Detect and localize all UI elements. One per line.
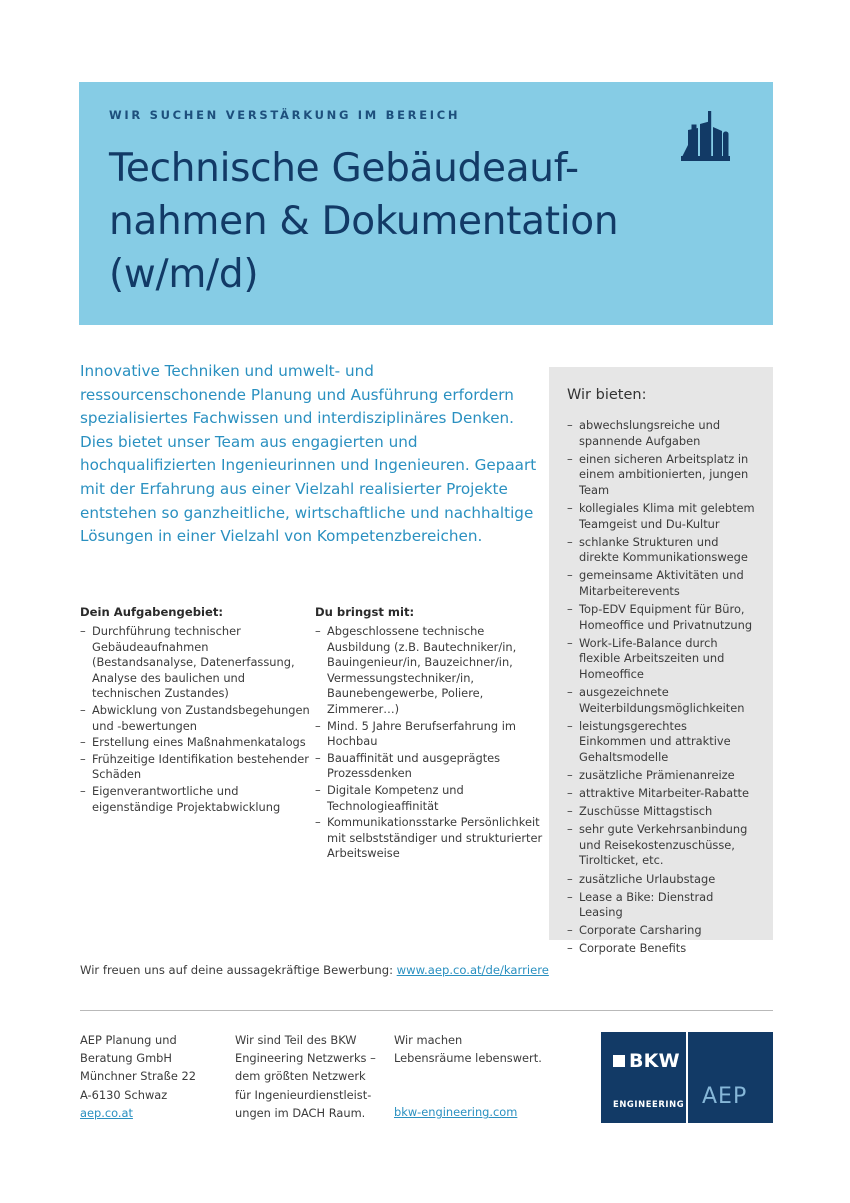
task-item-label: Frühzeitige Identifikation bestehender Schäden [92, 751, 309, 782]
bullet-dash-icon: – [567, 451, 573, 466]
profile-item-label: Abgeschlossene technische Ausbildung (z.B. Bautechniker/in, Bauingenieur/in, Bauzeichner/in, Vermessungstechniker/in, Baunebengewerbe, Poliere, Zimmerer…) [327, 624, 517, 716]
benefit-item [567, 804, 757, 820]
bullet-dash-icon: – [80, 783, 86, 798]
bullet-dash-icon: – [567, 941, 573, 956]
claim-line-1: Wir machen [394, 1033, 463, 1047]
benefit-item-label: ausgezeichnete Weiterbildungsmöglichkeiten [579, 685, 745, 715]
profile-item [315, 719, 547, 750]
benefit-item [567, 822, 757, 869]
bullet-dash-icon: – [80, 751, 86, 766]
benefit-item-label: sehr gute Verkehrsanbindung und Reisekostenzuschüsse, Tirolticket, etc. [579, 822, 748, 868]
profile-item [315, 783, 547, 814]
benefit-item-label: zusätzliche Prämienanreize [579, 767, 735, 782]
benefit-item [567, 923, 757, 939]
bullet-dash-icon: – [80, 735, 86, 750]
profile-heading: Du bringst mit: [315, 605, 415, 619]
bkw-wordmark [613, 1050, 680, 1072]
benefit-item-label: Zuschüsse Mittagstisch [579, 804, 713, 819]
network-line-5: ungen im DACH Raum. [235, 1105, 366, 1120]
tasks-column [80, 605, 312, 816]
bkw-logo-panel [601, 1032, 686, 1123]
task-item [80, 752, 312, 783]
network-line-2: Engineering Netzwerks – [235, 1051, 376, 1066]
benefit-item-label: kollegiales Klima mit gelebtem Teamgeist und Du-Kultur [579, 500, 755, 531]
bullet-dash-icon: – [315, 815, 321, 830]
bullet-dash-icon: – [567, 786, 573, 801]
company-website-link[interactable]: aep.co.at [80, 1105, 133, 1120]
page-title-line-3: (w/m/d) [109, 251, 259, 297]
intro-paragraph: Innovative Techniken und umwelt- und ressourcenschonende Planung und Ausführung erfordern spezialisiertes Fachwissen und interdisziplinäres Denken. Dies bietet unser Team aus engagierten und hochqualifizierten Ingenieurinnen und Ingenieuren. Gepaart mit der Erfahrung aus einer Vielzahl realisierter Projekte entstehen so ganzheitliche, wirtschaftliche und nachhaltige Lösungen in einer Vielzahl von Kompetenzbereichen. [80, 362, 537, 546]
profile-column [315, 605, 547, 863]
benefit-item [567, 568, 757, 599]
page-title-line-1: Technische Gebäudeauf- [109, 145, 579, 191]
task-item-label: Eigenverantwortliche und eigenständige Projektabwicklung [92, 783, 281, 814]
benefit-item-label: attraktive Mitarbeiter-Rabatte [579, 786, 750, 801]
task-item-label: Abwicklung von Zustandsbegehungen und -bewertungen [92, 702, 310, 733]
profile-list [315, 624, 547, 862]
benefit-item [567, 535, 757, 566]
benefit-item-label: Corporate Carsharing [579, 923, 702, 938]
benefit-item [567, 872, 757, 888]
bullet-dash-icon: – [567, 889, 573, 904]
bullet-dash-icon: – [567, 635, 573, 650]
bullet-dash-icon: – [80, 624, 86, 638]
profile-item [315, 815, 547, 862]
bullet-dash-icon: – [80, 702, 86, 717]
bullet-dash-icon: – [567, 534, 573, 549]
bullet-dash-icon: – [315, 718, 321, 733]
footer-company-block [80, 1031, 225, 1122]
claim-spacer-2 [394, 1085, 574, 1103]
footer-network-block [235, 1031, 385, 1122]
profile-item [315, 624, 547, 718]
benefit-item [567, 602, 757, 633]
benefit-item-label: einen sicheren Arbeitsplatz in einem ambitionierten, jungen Team [579, 451, 749, 497]
page-title [109, 142, 743, 301]
bullet-dash-icon: – [567, 718, 573, 733]
benefits-list [567, 418, 757, 957]
task-item [80, 735, 312, 751]
bkw-engineering-text: ENGINEERING [613, 1099, 685, 1109]
header-banner [79, 82, 773, 325]
bkw-square-icon [613, 1055, 625, 1067]
bullet-dash-icon: – [567, 500, 573, 515]
tasks-list [80, 624, 312, 815]
page-title-line-2: nahmen & Dokumentation [109, 198, 619, 244]
profile-item [315, 751, 547, 782]
benefit-item-label: Lease a Bike: Dienstrad Leasing [579, 889, 714, 920]
apply-text: Wir freuen uns auf deine aussagekräftige Bewerbung: [80, 963, 397, 977]
claim-line-2: Lebensräume lebenswert. [394, 1051, 542, 1066]
bullet-dash-icon: – [567, 685, 573, 699]
network-line-4: für Ingenieurdienstleist- [235, 1087, 372, 1102]
task-item [80, 624, 312, 702]
apply-line [80, 963, 549, 977]
benefit-item [567, 418, 757, 449]
benefit-item [567, 636, 757, 683]
careers-link[interactable]: www.aep.co.at/de/karriere [396, 963, 549, 977]
profile-item-label: Kommunikationsstarke Persönlichkeit mit selbstständiger und strukturierter Arbeitsweise [327, 815, 543, 861]
profile-item-label: Mind. 5 Jahre Berufserfahrung im Hochbau [327, 718, 516, 749]
bullet-dash-icon: – [315, 750, 321, 765]
benefit-item [567, 768, 757, 784]
footer-divider [80, 1010, 773, 1011]
bullet-dash-icon: – [315, 782, 321, 797]
bkw-engineering-link[interactable]: bkw-engineering.com [394, 1105, 518, 1120]
network-line-1: Wir sind Teil des BKW [235, 1033, 357, 1047]
benefit-item-label: abwechslungsreiche und spannende Aufgaben [579, 418, 721, 448]
benefit-item-label: zusätzliche Urlaubstage [579, 871, 716, 886]
benefits-heading: Wir bieten: [567, 387, 647, 403]
benefit-item-label: Top-EDV Equipment für Büro, Homeoffice und Privatnutzung [579, 602, 753, 632]
aep-logo-panel [688, 1032, 773, 1123]
company-line-3: Münchner Straße 22 [80, 1069, 196, 1084]
benefit-item [567, 719, 757, 766]
bullet-dash-icon: – [315, 624, 321, 638]
eyebrow-text: WIR SUCHEN VERSTÄRKUNG IM BEREICH [109, 108, 461, 122]
bullet-dash-icon: – [567, 602, 573, 617]
profile-item-label: Bauaffinität und ausgeprägtes Prozessdenken [327, 750, 501, 781]
company-line-4: A-6130 Schwaz [80, 1087, 168, 1102]
bullet-dash-icon: – [567, 923, 573, 938]
benefit-item-label: schlanke Strukturen und direkte Kommunikationswege [579, 534, 748, 565]
benefit-item-label: Work-Life-Balance durch flexible Arbeitszeiten und Homeoffice [579, 635, 725, 681]
benefits-panel [549, 367, 773, 956]
task-item-label: Durchführung technischer Gebäudeaufnahmen (Bestandsanalyse, Datenerfassung, Analyse des baulichen und technischen Zustandes) [92, 624, 295, 701]
footer-claim-block [394, 1031, 574, 1122]
tasks-heading: Dein Aufgabengebiet: [80, 605, 224, 619]
bullet-dash-icon: – [567, 822, 573, 837]
benefit-item [567, 890, 757, 921]
benefit-item [567, 685, 757, 716]
bullet-dash-icon: – [567, 804, 573, 819]
benefit-item-label: leistungsgerechtes Einkommen und attraktive Gehaltsmodelle [579, 718, 731, 764]
benefit-item [567, 452, 757, 499]
task-item [80, 784, 312, 815]
task-item [80, 703, 312, 734]
bullet-dash-icon: – [567, 767, 573, 782]
network-line-3: dem größten Netzwerk [235, 1069, 366, 1084]
benefit-item [567, 786, 757, 802]
company-line-2: Beratung GmbH [80, 1051, 172, 1066]
city-buildings-icon [678, 107, 740, 169]
bullet-dash-icon: – [567, 418, 573, 432]
benefit-item-label: gemeinsame Aktivitäten und Mitarbeiterevents [579, 568, 744, 598]
claim-spacer [394, 1067, 574, 1085]
bullet-dash-icon: – [567, 871, 573, 886]
bkw-text: BKW [629, 1050, 680, 1072]
aep-wordmark: AEP [702, 1084, 748, 1109]
benefit-item [567, 941, 757, 957]
company-line-1: AEP Planung und [80, 1033, 177, 1047]
bkw-aep-logo [601, 1032, 773, 1123]
task-item-label: Erstellung eines Maßnahmenkatalogs [92, 735, 306, 750]
bullet-dash-icon: – [567, 568, 573, 583]
profile-item-label: Digitale Kompetenz und Technologieaffinität [327, 782, 464, 813]
benefit-item-label: Corporate Benefits [579, 941, 687, 956]
benefit-item [567, 501, 757, 532]
